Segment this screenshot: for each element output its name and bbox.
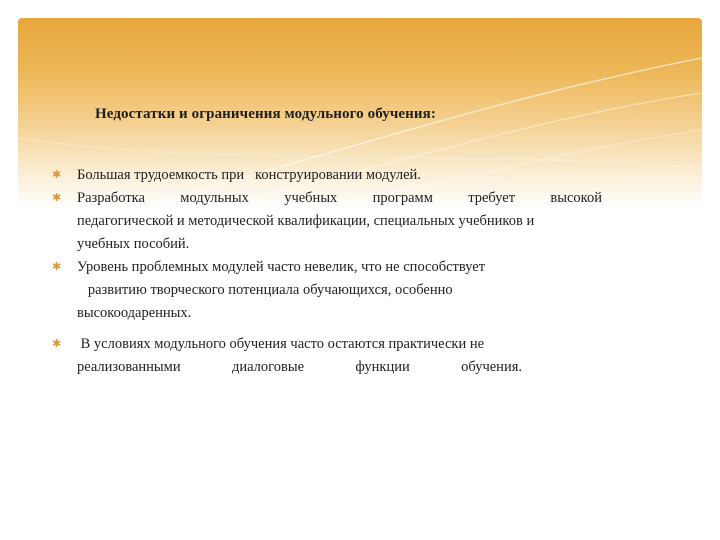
item-line: реализованными диалоговые функции обучения. — [77, 359, 522, 375]
item-line: Разработка модульных учебных программ требует высокой — [77, 190, 602, 206]
item-line: высокоодаренных. — [77, 305, 192, 321]
slide-title: Недостатки и ограничения модульного обучения: — [95, 106, 436, 122]
asterisk-icon: ✱ — [52, 261, 62, 273]
item-line: развитию творческого потенциала обучающихся, особенно — [77, 282, 453, 298]
list-item — [52, 333, 662, 379]
asterisk-icon: ✱ — [52, 192, 62, 204]
item-line: Уровень проблемных модулей часто невелик, что не способствует — [77, 259, 486, 275]
item-line: Большая трудоемкость при конструировании модулей. — [77, 167, 421, 183]
list-item — [52, 256, 662, 325]
list-item — [52, 187, 662, 256]
item-line: В условиях модульного обучения часто остаются практически не — [77, 336, 485, 352]
asterisk-icon: ✱ — [52, 169, 62, 181]
item-line: педагогической и методической квалификации, специальных учебников и — [77, 213, 535, 229]
asterisk-icon: ✱ — [52, 338, 62, 350]
item-line: учебных пособий. — [77, 236, 190, 252]
list-item — [52, 164, 662, 187]
bullet-list — [52, 164, 662, 379]
